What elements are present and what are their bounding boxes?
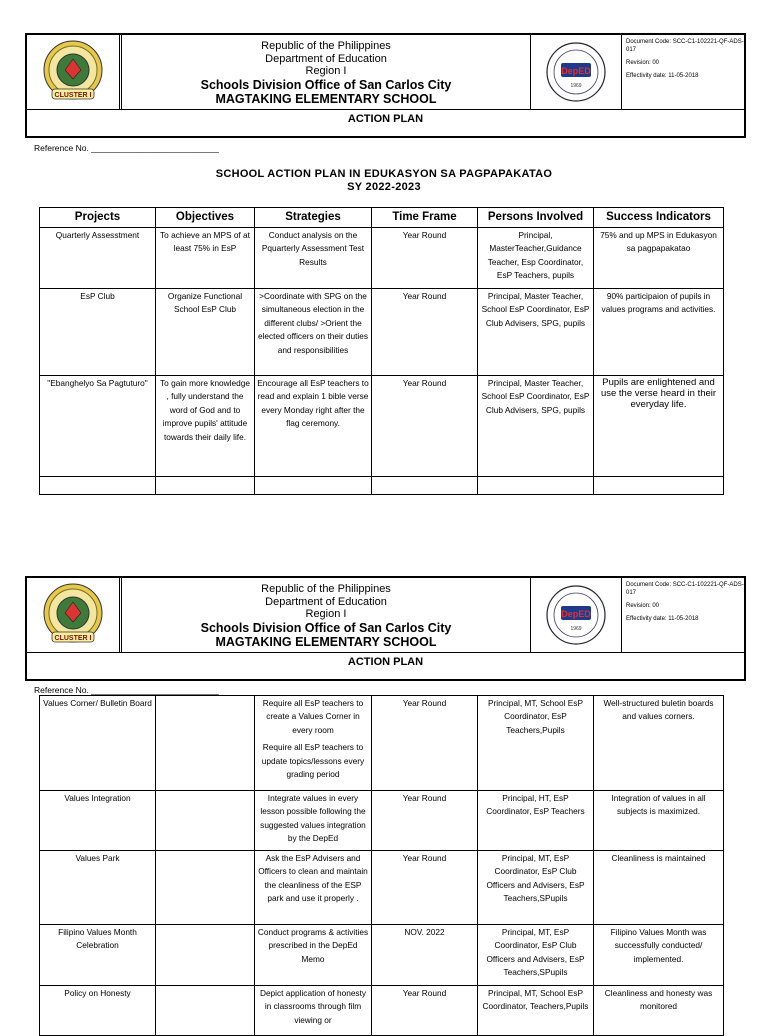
cell-time-frame: Year Round bbox=[372, 228, 478, 289]
header-division: Schools Division Office of San Carlos City bbox=[200, 77, 452, 92]
cell-objective bbox=[156, 925, 255, 986]
table-row bbox=[40, 986, 724, 1036]
cell-project: EsP Club bbox=[40, 289, 156, 376]
document-revision: Revision: 00 bbox=[626, 60, 660, 66]
header-center bbox=[122, 578, 530, 652]
header-line1: Republic of the Philippines bbox=[261, 40, 391, 52]
cell-indicator: Well-structured buletin boards and values corners. bbox=[594, 696, 724, 791]
table-header-row bbox=[40, 208, 724, 228]
column-header-time-frame: Time Frame bbox=[372, 208, 478, 228]
header-school: MAGTAKING ELEMENTARY SCHOOL bbox=[215, 634, 437, 649]
strategy-paragraph-2: Require all EsP teachers to update topics/lessons every grading period bbox=[261, 742, 365, 780]
cell-persons: Principal, MT, EsP Coordinator, EsP Club Officers and Advisers, EsP Teachers,SPupils bbox=[478, 925, 594, 986]
cell-objective bbox=[156, 696, 255, 791]
document-code: Document Code: SCC-C1-102221-QF-ADS-017 bbox=[626, 39, 744, 53]
document-revision: Revision: 00 bbox=[626, 603, 660, 609]
seal-banner-text: CLUSTER I bbox=[54, 635, 92, 642]
reference-number: Reference No. ___________________________ bbox=[34, 685, 219, 695]
document-title bbox=[0, 168, 768, 194]
action-plan-table-1 bbox=[39, 207, 724, 495]
column-header-strategies: Strategies bbox=[255, 208, 372, 228]
cell-indicator: 90% participaion of pupils in values programs and activities. bbox=[594, 289, 724, 376]
table-row bbox=[40, 696, 724, 791]
cell-indicator: Filipino Values Month was successfully conducted/ implemented. bbox=[594, 925, 724, 986]
cell-time-frame: Year Round bbox=[372, 376, 478, 477]
cell-strategy: Ask the EsP Advisers and Officers to clean and maintain the cleanliness of the ESP park and use it properly . bbox=[255, 851, 372, 925]
cell-strategy: Conduct analysis on the Pquarterly Assessment Test Results bbox=[255, 228, 372, 289]
cell-strategy: >Coordinate with SPG on the simultaneous election in the different clubs/ >Orient the elected officers on their duties and responsibilities bbox=[255, 289, 372, 376]
document-effectivity: Effectivity date: 11-05-2018 bbox=[626, 73, 699, 79]
deped-seal-center-text: DepED bbox=[561, 609, 591, 619]
cell-indicator: Integration of values in all subjects is maximized. bbox=[594, 791, 724, 851]
cell-persons: Principal, MT, EsP Coordinator, EsP Club Officers and Advisers, EsP Teachers,SPupils bbox=[478, 851, 594, 925]
column-header-indicators: Success Indicators bbox=[594, 208, 724, 228]
cell-time-frame: Year Round bbox=[372, 696, 478, 791]
cell-project: Values Corner/ Bulletin Board bbox=[40, 696, 156, 791]
cell-indicator: 75% and up MPS in Edukasyon sa pagpapakatao bbox=[594, 228, 724, 289]
cell-project: Filipino Values Month Celebration bbox=[40, 925, 156, 986]
cell-persons: Principal, MT, School EsP Coordinator, EsP Teachers,Pupils bbox=[478, 696, 594, 791]
cell-persons: Principal, MasterTeacher,Guidance Teacher, Esp Coordinator, EsP Teachers, pupils bbox=[478, 228, 594, 289]
division-seal-icon bbox=[40, 582, 106, 648]
cell-strategy: Conduct programs & activities prescribed in the DepEd Memo bbox=[255, 925, 372, 986]
header-top-row bbox=[27, 35, 744, 110]
table-row bbox=[40, 289, 724, 376]
header-line2: Department of Education bbox=[265, 595, 387, 608]
header-line2: Department of Education bbox=[265, 52, 387, 65]
division-seal-icon bbox=[40, 39, 106, 105]
document-code: Document Code: SCC-C1-102221-QF-ADS-017 bbox=[626, 582, 744, 596]
cell-indicator: Cleanliness is maintained bbox=[594, 851, 724, 925]
cell-objective bbox=[156, 986, 255, 1036]
cell-strategy: Integrate values in every lesson possible following the suggested values integration by the DepEd bbox=[255, 791, 372, 851]
division-seal-logo bbox=[27, 578, 122, 652]
strategy-paragraph-1: Require all EsP teachers to create a Values Corner in every room bbox=[262, 698, 364, 735]
cell-time-frame: Year Round bbox=[372, 791, 478, 851]
page1-header bbox=[25, 33, 746, 138]
cell-persons: Principal, MT, School EsP Coordinator, Teachers,Pupils bbox=[478, 986, 594, 1036]
form-title: ACTION PLAN bbox=[347, 656, 424, 668]
cell-indicator: Pupils are enlightened and use the verse heard in their everyday life. bbox=[594, 376, 724, 477]
cell-persons: Principal, Master Teacher, School EsP Coordinator, EsP Club Advisers, SPG, pupils bbox=[478, 289, 594, 376]
column-header-projects: Projects bbox=[40, 208, 156, 228]
cell-objective: To achieve an MPS of at least 75% in EsP bbox=[156, 228, 255, 289]
title-line2: SY 2022-2023 bbox=[347, 181, 421, 193]
deped-seal-icon bbox=[544, 40, 608, 104]
header-line3: Region I bbox=[305, 65, 347, 77]
cell-time-frame: Year Round bbox=[372, 851, 478, 925]
cell-persons: Principal, Master Teacher, School EsP Coordinator, EsP Club Advisers, SPG, pupils bbox=[478, 376, 594, 477]
deped-seal-center-text: DepED bbox=[561, 66, 591, 76]
header-division: Schools Division Office of San Carlos City bbox=[200, 620, 452, 635]
division-seal-logo bbox=[27, 35, 122, 109]
cell-project: Policy on Honesty bbox=[40, 986, 156, 1036]
header-center bbox=[122, 35, 530, 109]
cell-time-frame: NOV. 2022 bbox=[372, 925, 478, 986]
cell-strategy: Depict application of honesty in classrooms through film viewing or bbox=[255, 986, 372, 1036]
cell-project: Quarterly Assesstment bbox=[40, 228, 156, 289]
cell-objective bbox=[156, 791, 255, 851]
deped-seal-icon bbox=[544, 583, 608, 647]
cell-indicator: Cleanliness and honesty was monitored bbox=[594, 986, 724, 1036]
table-row bbox=[40, 851, 724, 925]
reference-number: Reference No. ___________________________ bbox=[34, 143, 219, 153]
cell-persons: Principal, HT, EsP Coordinator, EsP Teachers bbox=[478, 791, 594, 851]
document-meta bbox=[622, 578, 744, 652]
cell-project: "Ebanghelyo Sa Pagtuturo" bbox=[40, 376, 156, 477]
cell-time-frame: Year Round bbox=[372, 289, 478, 376]
title-line1: SCHOOL ACTION PLAN IN EDUKASYON SA PAGPAPAKATAO bbox=[215, 168, 553, 180]
cell-strategy: Encourage all EsP teachers to read and explain 1 bible verse every Monday right after the flag ceremony. bbox=[255, 376, 372, 477]
column-header-persons: Persons Involved bbox=[478, 208, 594, 228]
column-header-objectives: Objectives bbox=[156, 208, 255, 228]
table-empty-row bbox=[40, 477, 724, 495]
table-row bbox=[40, 925, 724, 986]
table-row bbox=[40, 791, 724, 851]
header-line3: Region I bbox=[305, 608, 347, 620]
cell-project: Values Park bbox=[40, 851, 156, 925]
document-effectivity: Effectivity date: 11-05-2018 bbox=[626, 616, 699, 622]
cell-objective: Organize Functional School EsP Club bbox=[156, 289, 255, 376]
deped-seal-logo bbox=[530, 578, 622, 652]
table-row bbox=[40, 376, 724, 477]
header-line1: Republic of the Philippines bbox=[261, 583, 391, 595]
cell-time-frame: Year Round bbox=[372, 986, 478, 1036]
deped-seal-year: 1969 bbox=[570, 83, 582, 89]
header-top-row bbox=[27, 578, 744, 653]
action-plan-table-2 bbox=[39, 695, 724, 1036]
document-meta bbox=[622, 35, 744, 109]
cell-project: Values Integration bbox=[40, 791, 156, 851]
form-title: ACTION PLAN bbox=[347, 113, 424, 125]
cell-objective bbox=[156, 851, 255, 925]
table-row bbox=[40, 228, 724, 289]
cell-objective: To gain more knowledge , fully understand the word of God and to improve pupils' attitude towards their daily life. bbox=[156, 376, 255, 477]
page2-header bbox=[25, 576, 746, 681]
cell-strategy bbox=[255, 696, 372, 791]
deped-seal-year: 1969 bbox=[570, 626, 582, 632]
header-school: MAGTAKING ELEMENTARY SCHOOL bbox=[215, 91, 437, 106]
deped-seal-logo bbox=[530, 35, 622, 109]
seal-banner-text: CLUSTER I bbox=[54, 92, 92, 99]
